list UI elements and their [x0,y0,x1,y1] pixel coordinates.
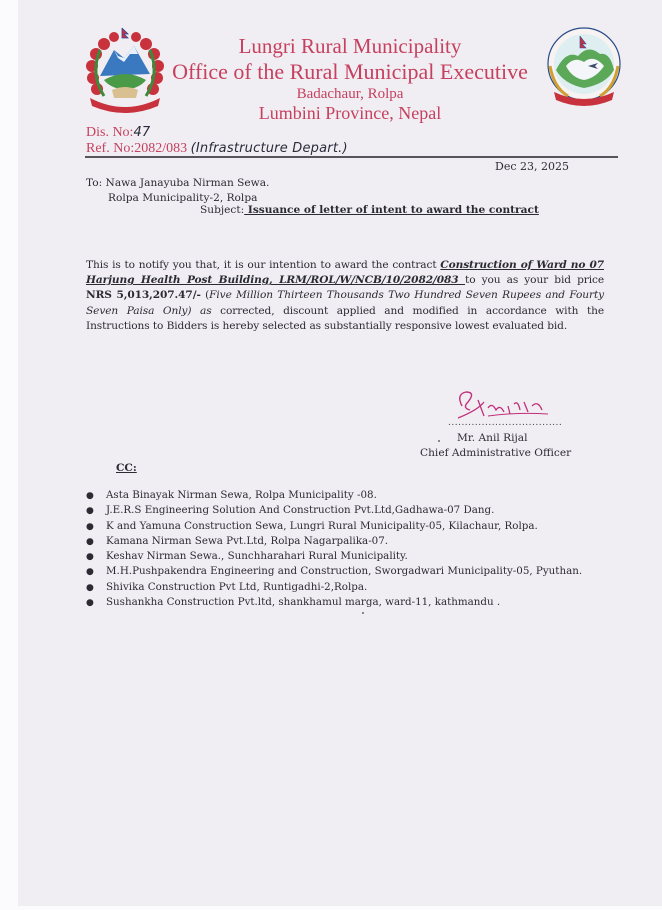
letter-body [86,258,604,334]
signature-line: .................................. [448,418,563,428]
bullet-icon: ● [86,582,94,593]
letter-date: Dec 23, 2025 [495,160,569,173]
subject-line [200,204,539,216]
office-name: Office of the Rural Municipal Executive [172,59,528,84]
cc-item-text: Kamana Nirman Sewa Pvt.Ltd, Rolpa Nagarpalika-07. [106,534,389,547]
subject-label: Subject: [200,204,245,216]
body-rest: corrected, discount applied and modified in accordance with the Instructions to Bidders is hereby selected as substantially responsive lowest evaluated bid. [86,304,604,332]
cc-item-text: J.E.R.S Engineering Solution And Construction Pvt.Ltd,Gadhawa-07 Dang. [106,504,495,517]
cc-item [86,565,582,580]
body-paren: ( [200,289,210,302]
bid-amount: NRS 5,013,207.47/- [86,289,201,302]
cc-item [86,596,582,611]
body-intro: This is to notify you that, it is our intention to award the contract [86,259,441,271]
cc-item [86,535,582,550]
cc-list [86,489,582,611]
bullet-icon: ● [86,552,94,563]
recipient-name: To: Nawa Janayuba Nirman Sewa. [86,177,270,189]
cc-item [86,581,582,596]
bullet-icon: ● [86,536,94,547]
reference-number [86,141,348,157]
header-divider [85,156,618,158]
lungri-municipality-logo-icon [544,26,624,106]
municipality-name: Lungri Rural Municipality [238,34,462,58]
recipient-address: Rolpa Municipality-2, Rolpa [108,192,258,204]
cc-item [86,550,582,565]
province-name: Lumbini Province, Nepal [258,103,442,123]
cc-item-text: M.H.Pushpakendra Engineering and Construction, Sworgadwari Municipality-05, Pyuthan. [106,565,583,578]
cc-item-text: Keshav Nirman Sewa., Sunchharahari Rural Municipality. [106,550,408,563]
cc-label: CC: [116,462,137,474]
cc-item-text: Sushankha Construction Pvt.ltd, shankhamul marga, ward-11, kathmandu . [106,596,501,609]
cc-item [86,504,582,519]
dispatch-number-label: Dis. No: [86,125,134,140]
cc-item [86,489,582,504]
bid-amount-words: Five Million Thirteen Thousands Two Hundred Seven Rupees and Fourty Seven Paisa Only) as [86,289,604,317]
subject-text: Issuance of letter of intent to award the contract [244,204,539,216]
cc-item-text: Shivika Construction Pvt Ltd, Runtigadhi-2,Rolpa. [106,580,368,593]
scan-speck [362,612,364,614]
body-mid: to you as your bid price [465,274,604,287]
signatory-name: Mr. Anil Rijal [457,432,528,444]
reference-number-value: 2082/083 [134,141,188,156]
cc-item-text: Asta Binayak Nirman Sewa, Rolpa Municipality -08. [106,489,377,501]
bullet-icon: ● [86,506,94,517]
reference-number-label: Ref. No: [86,141,135,156]
scan-edge-left [0,0,18,910]
bullet-icon: ● [86,598,94,609]
bullet-icon: ● [86,491,94,501]
project-name: Construction of Ward no 07 Harjung Health Post Building, LRM/ROL/W/NCB/10/2082/083 [86,259,604,287]
mountain-shape [100,46,150,76]
signatory-title: Chief Administrative Officer [420,447,572,459]
reference-handwritten-note: (Infrastructure Depart.) [190,141,348,156]
scan-edge-bottom [0,906,662,910]
scan-speck [438,440,440,442]
dispatch-number [86,125,150,141]
cc-item-text: K and Yamuna Construction Sewa, Lungri Rural Municipality-05, Kilachaur, Rolpa. [106,519,538,532]
office-address: Badachaur, Rolpa [296,86,404,102]
bullet-icon: ● [86,521,94,532]
dispatch-number-value: 47 [133,125,151,140]
cc-item [86,520,582,535]
bullet-icon: ● [86,567,94,578]
nepal-flag-icon [122,28,128,38]
